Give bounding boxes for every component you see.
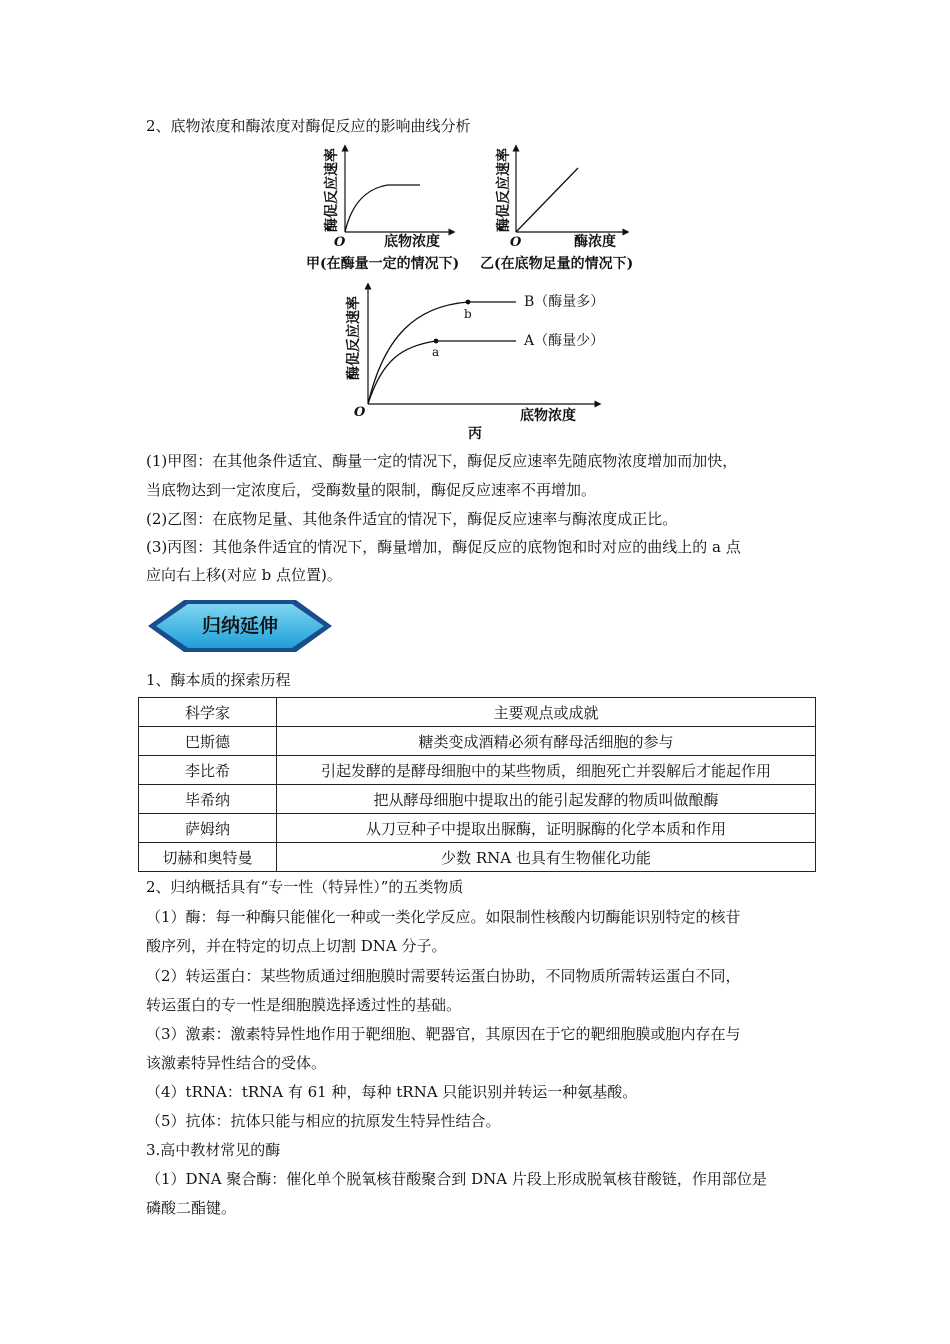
table-row — [139, 756, 816, 785]
analysis-line: 应向右上移(对应 b 点位置)。 — [146, 566, 342, 584]
table-header-cell: 科学家 — [139, 698, 277, 727]
scientist-table — [138, 697, 816, 872]
table-cell: 把从酵母细胞中提取出的能引起发酵的物质叫做酿酶 — [277, 785, 816, 814]
table-cell: 李比希 — [139, 756, 277, 785]
table-row — [139, 785, 816, 814]
origin: O — [334, 235, 346, 250]
specificity-line: 转运蛋白的专一性是细胞膜选择透过性的基础。 — [146, 996, 462, 1014]
table-cell: 少数 RNA 也具有生物催化功能 — [277, 843, 816, 872]
section-heading: 3.高中教材常见的酶 — [146, 1141, 281, 1159]
curve-linear — [516, 168, 578, 232]
table-cell: 毕希纳 — [139, 785, 277, 814]
curve-a-label: A（酶量少） — [524, 333, 605, 349]
origin: O — [510, 235, 522, 250]
table-header-row — [139, 698, 816, 727]
curve-b-label: B（酶量多） — [524, 294, 605, 310]
curve-a — [368, 341, 516, 404]
section-heading: 2、底物浓度和酶浓度对酶促反应的影响曲线分析 — [146, 117, 471, 135]
table-cell: 从刀豆种子中提取出脲酶，证明脲酶的化学本质和作用 — [277, 814, 816, 843]
xlabel: 酶浓度 — [574, 234, 616, 250]
badge-label: 归纳延伸 — [201, 615, 278, 637]
enzyme-line: 磷酸二酯键。 — [146, 1199, 237, 1217]
table-cell: 糖类变成酒精必须有酵母活细胞的参与 — [277, 727, 816, 756]
table-cell: 巴斯德 — [139, 727, 277, 756]
caption: 丙 — [468, 426, 482, 442]
point-b — [466, 300, 471, 305]
ylabel: 酶促反应速率 — [346, 296, 362, 380]
specificity-line: 该激素特异性结合的受体。 — [146, 1054, 327, 1072]
analysis-line: (1)甲图：在其他条件适宜、酶量一定的情况下，酶促反应速率先随底物浓度增加而加快， — [146, 452, 738, 470]
origin: O — [354, 405, 366, 420]
table-cell: 切赫和奥特曼 — [139, 843, 277, 872]
chart-bing — [336, 280, 626, 440]
table-row — [139, 843, 816, 872]
specificity-line: （5）抗体：抗体只能与相应的抗原发生特异性结合。 — [146, 1112, 501, 1130]
caption: 甲(在酶量一定的情况下) — [306, 256, 460, 272]
analysis-line: (3)丙图：其他条件适宜的情况下，酶量增加，酶促反应的底物饱和时对应的曲线上的 a 点 — [146, 538, 741, 556]
ylabel: 酶促反应速率 — [496, 148, 512, 232]
chart-yi — [476, 140, 656, 272]
xlabel: 底物浓度 — [520, 408, 576, 424]
analysis-line: 当底物达到一定浓度后，受酶数量的限制，酶促反应速率不再增加。 — [146, 481, 597, 499]
point-b-label: b — [464, 307, 472, 321]
section-heading: 1、酶本质的探索历程 — [146, 671, 291, 689]
analysis-line: (2)乙图：在底物足量、其他条件适宜的情况下，酶促反应速率与酶浓度成正比。 — [146, 510, 678, 528]
table-header-cell: 主要观点或成就 — [277, 698, 816, 727]
section-heading: 2、归纳概括具有“专一性（特异性）”的五类物质 — [146, 878, 464, 896]
ylabel: 酶促反应速率 — [324, 148, 340, 232]
table-cell: 萨姆纳 — [139, 814, 277, 843]
chart-jia — [300, 140, 470, 272]
caption: 乙(在底物足量的情况下) — [480, 256, 634, 272]
enzyme-line: （1）DNA 聚合酶：催化单个脱氧核苷酸聚合到 DNA 片段上形成脱氧核苷酸链，作用部位是 — [146, 1170, 767, 1188]
specificity-line: （4）tRNA：tRNA 有 61 种，每种 tRNA 只能识别并转运一种氨基酸。 — [146, 1083, 638, 1101]
specificity-line: （3）激素：激素特异性地作用于靶细胞、靶器官，其原因在于它的靶细胞膜或胞内存在与 — [146, 1025, 741, 1043]
point-a — [434, 339, 439, 344]
specificity-line: （2）转运蛋白：某些物质通过细胞膜时需要转运蛋白协助，不同物质所需转运蛋白不同， — [146, 967, 741, 985]
table-row — [139, 814, 816, 843]
point-a-label: a — [432, 345, 440, 359]
summary-badge — [146, 598, 334, 654]
table-cell: 引起发酵的是酵母细胞中的某些物质，细胞死亡并裂解后才能起作用 — [277, 756, 816, 785]
curve-b — [368, 302, 516, 404]
specificity-line: 酸序列，并在特定的切点上切割 DNA 分子。 — [146, 937, 447, 955]
curve-saturating — [345, 185, 420, 232]
table-row — [139, 727, 816, 756]
xlabel: 底物浓度 — [384, 234, 440, 250]
specificity-line: （1）酶：每一种酶只能催化一种或一类化学反应。如限制性核酸内切酶能识别特定的核苷 — [146, 908, 741, 926]
